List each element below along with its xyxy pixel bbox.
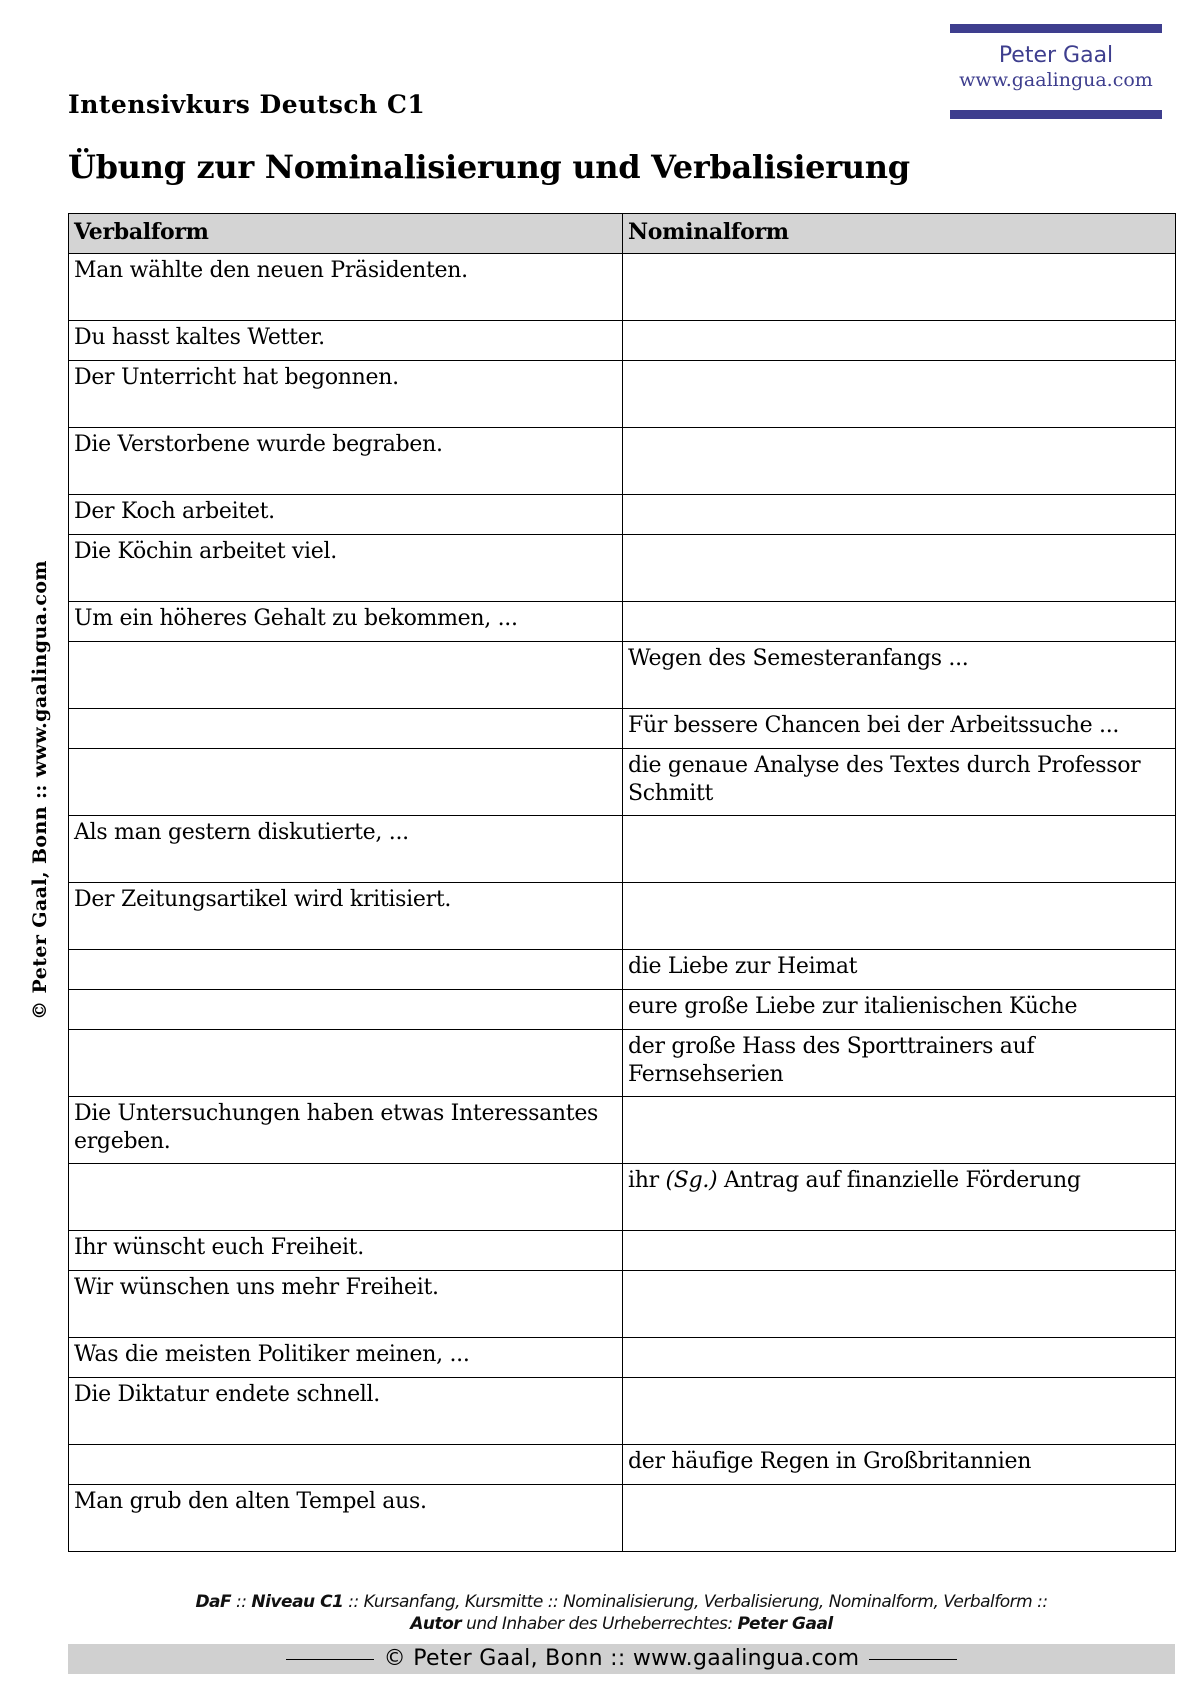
logo-name: Peter Gaal bbox=[998, 43, 1114, 68]
nominalform-cell bbox=[623, 1097, 1176, 1164]
verbalform-cell: Als man gestern diskutierte, ... bbox=[69, 816, 623, 883]
nominalform-text: ihr bbox=[628, 1168, 666, 1193]
verbalform-cell: Was die meisten Politiker meinen, ... bbox=[69, 1338, 623, 1378]
verbalform-cell bbox=[69, 749, 623, 816]
verbalform-cell bbox=[69, 642, 623, 709]
nominalform-cell bbox=[623, 495, 1176, 535]
table-row bbox=[69, 1097, 1176, 1164]
verbalform-cell: Man wählte den neuen Präsidenten. bbox=[69, 254, 623, 321]
nominalform-cell bbox=[623, 1271, 1176, 1338]
table-row bbox=[69, 990, 1176, 1030]
copyright-rule-right bbox=[869, 1659, 957, 1660]
table-row bbox=[69, 1164, 1176, 1231]
nominalform-cell bbox=[623, 883, 1176, 950]
nominalform-cell: Wegen des Semesteranfangs ... bbox=[623, 642, 1176, 709]
table-row bbox=[69, 1271, 1176, 1338]
nominalform-cell bbox=[623, 361, 1176, 428]
nominalform-cell bbox=[623, 1231, 1176, 1271]
nominalform-italic: (Sg.) bbox=[665, 1168, 718, 1193]
table-row bbox=[69, 602, 1176, 642]
nominalform-cell bbox=[623, 1164, 1176, 1231]
footer-author bbox=[68, 1614, 1175, 1634]
nominalform-cell bbox=[623, 602, 1176, 642]
verbalform-cell: Wir wünschen uns mehr Freiheit. bbox=[69, 1271, 623, 1338]
verbalform-cell: Der Zeitungsartikel wird kritisiert. bbox=[69, 883, 623, 950]
logo-website: www.gaalingua.com bbox=[959, 69, 1153, 91]
publisher-logo bbox=[950, 24, 1162, 119]
footer-keywords bbox=[68, 1592, 1175, 1612]
course-title: Intensivkurs Deutsch C1 bbox=[68, 90, 426, 119]
table-row bbox=[69, 535, 1176, 602]
nominalform-text: Antrag auf finanzielle Förderung bbox=[717, 1168, 1081, 1193]
table-row bbox=[69, 709, 1176, 749]
verbalform-cell: Man grub den alten Tempel aus. bbox=[69, 1485, 623, 1552]
verbalform-cell: Um ein höheres Gehalt zu bekommen, ... bbox=[69, 602, 623, 642]
side-copyright: © Peter Gaal, Bonn :: www.gaalingua.com bbox=[29, 560, 51, 1020]
nominalform-cell bbox=[623, 254, 1176, 321]
table-row bbox=[69, 1231, 1176, 1271]
verbalform-cell bbox=[69, 1030, 623, 1097]
verbalform-cell bbox=[69, 950, 623, 990]
footer-author-label: Autor bbox=[410, 1614, 462, 1634]
table-row bbox=[69, 361, 1176, 428]
nominalform-cell: der große Hass des Sporttrainers auf Fernsehserien bbox=[623, 1030, 1176, 1097]
table-row bbox=[69, 883, 1176, 950]
table-row bbox=[69, 1338, 1176, 1378]
footer-daf: DaF bbox=[195, 1592, 232, 1612]
nominalform-cell: Für bessere Chancen bei der Arbeitssuche ... bbox=[623, 709, 1176, 749]
header-nominalform: Nominalform bbox=[623, 214, 1176, 254]
header-verbalform: Verbalform bbox=[69, 214, 623, 254]
nominalform-cell: der häufige Regen in Großbritannien bbox=[623, 1445, 1176, 1485]
footer-topics: :: Kursanfang, Kursmitte :: Nominalisierung, Verbalisierung, Nominalform, Verbalform :: bbox=[343, 1592, 1048, 1612]
verbalform-cell bbox=[69, 1164, 623, 1231]
verbalform-cell: Ihr wünscht euch Freiheit. bbox=[69, 1231, 623, 1271]
verbalform-cell: Der Koch arbeitet. bbox=[69, 495, 623, 535]
verbalform-cell: Die Untersuchungen haben etwas Interessantes ergeben. bbox=[69, 1097, 623, 1164]
verbalform-cell bbox=[69, 990, 623, 1030]
table-header-row bbox=[69, 214, 1176, 254]
nominalform-cell bbox=[623, 321, 1176, 361]
nominalform-cell: eure große Liebe zur italienischen Küche bbox=[623, 990, 1176, 1030]
copyright-rule-left bbox=[286, 1659, 374, 1660]
table-row bbox=[69, 950, 1176, 990]
verbalform-cell: Du hasst kaltes Wetter. bbox=[69, 321, 623, 361]
verbalform-cell: Die Diktatur endete schnell. bbox=[69, 1378, 623, 1445]
nominalform-cell bbox=[623, 1485, 1176, 1552]
verbalform-cell bbox=[69, 1445, 623, 1485]
nominalform-cell bbox=[623, 428, 1176, 495]
table-body bbox=[69, 254, 1176, 1552]
nominalform-cell: die Liebe zur Heimat bbox=[623, 950, 1176, 990]
verbalform-cell: Der Unterricht hat begonnen. bbox=[69, 361, 623, 428]
table-row bbox=[69, 642, 1176, 709]
nominalform-cell bbox=[623, 816, 1176, 883]
nominalform-cell bbox=[623, 535, 1176, 602]
footer-separator: :: bbox=[231, 1592, 252, 1612]
exercise-table bbox=[68, 213, 1176, 1552]
nominalform-cell bbox=[623, 1378, 1176, 1445]
table-row bbox=[69, 1445, 1176, 1485]
copyright-bar bbox=[68, 1644, 1175, 1674]
table-row bbox=[69, 495, 1176, 535]
table-row bbox=[69, 321, 1176, 361]
table-row bbox=[69, 1485, 1176, 1552]
footer-level: Niveau C1 bbox=[251, 1592, 344, 1612]
table-row bbox=[69, 428, 1176, 495]
verbalform-cell bbox=[69, 709, 623, 749]
logo-top-bar bbox=[950, 24, 1162, 33]
verbalform-cell: Die Verstorbene wurde begraben. bbox=[69, 428, 623, 495]
copyright-text: © Peter Gaal, Bonn :: www.gaalingua.com bbox=[383, 1646, 860, 1671]
nominalform-cell bbox=[623, 1338, 1176, 1378]
table-row bbox=[69, 1378, 1176, 1445]
logo-bottom-bar bbox=[950, 110, 1162, 119]
footer-author-text: und Inhaber des Urheberrechtes: bbox=[461, 1614, 738, 1634]
nominalform-cell: die genaue Analyse des Textes durch Professor Schmitt bbox=[623, 749, 1176, 816]
table-row bbox=[69, 816, 1176, 883]
table-row bbox=[69, 1030, 1176, 1097]
page-title: Übung zur Nominalisierung und Verbalisierung bbox=[68, 148, 910, 186]
verbalform-cell: Die Köchin arbeitet viel. bbox=[69, 535, 623, 602]
table-row bbox=[69, 749, 1176, 816]
table-row bbox=[69, 254, 1176, 321]
footer-author-name: Peter Gaal bbox=[737, 1614, 833, 1634]
